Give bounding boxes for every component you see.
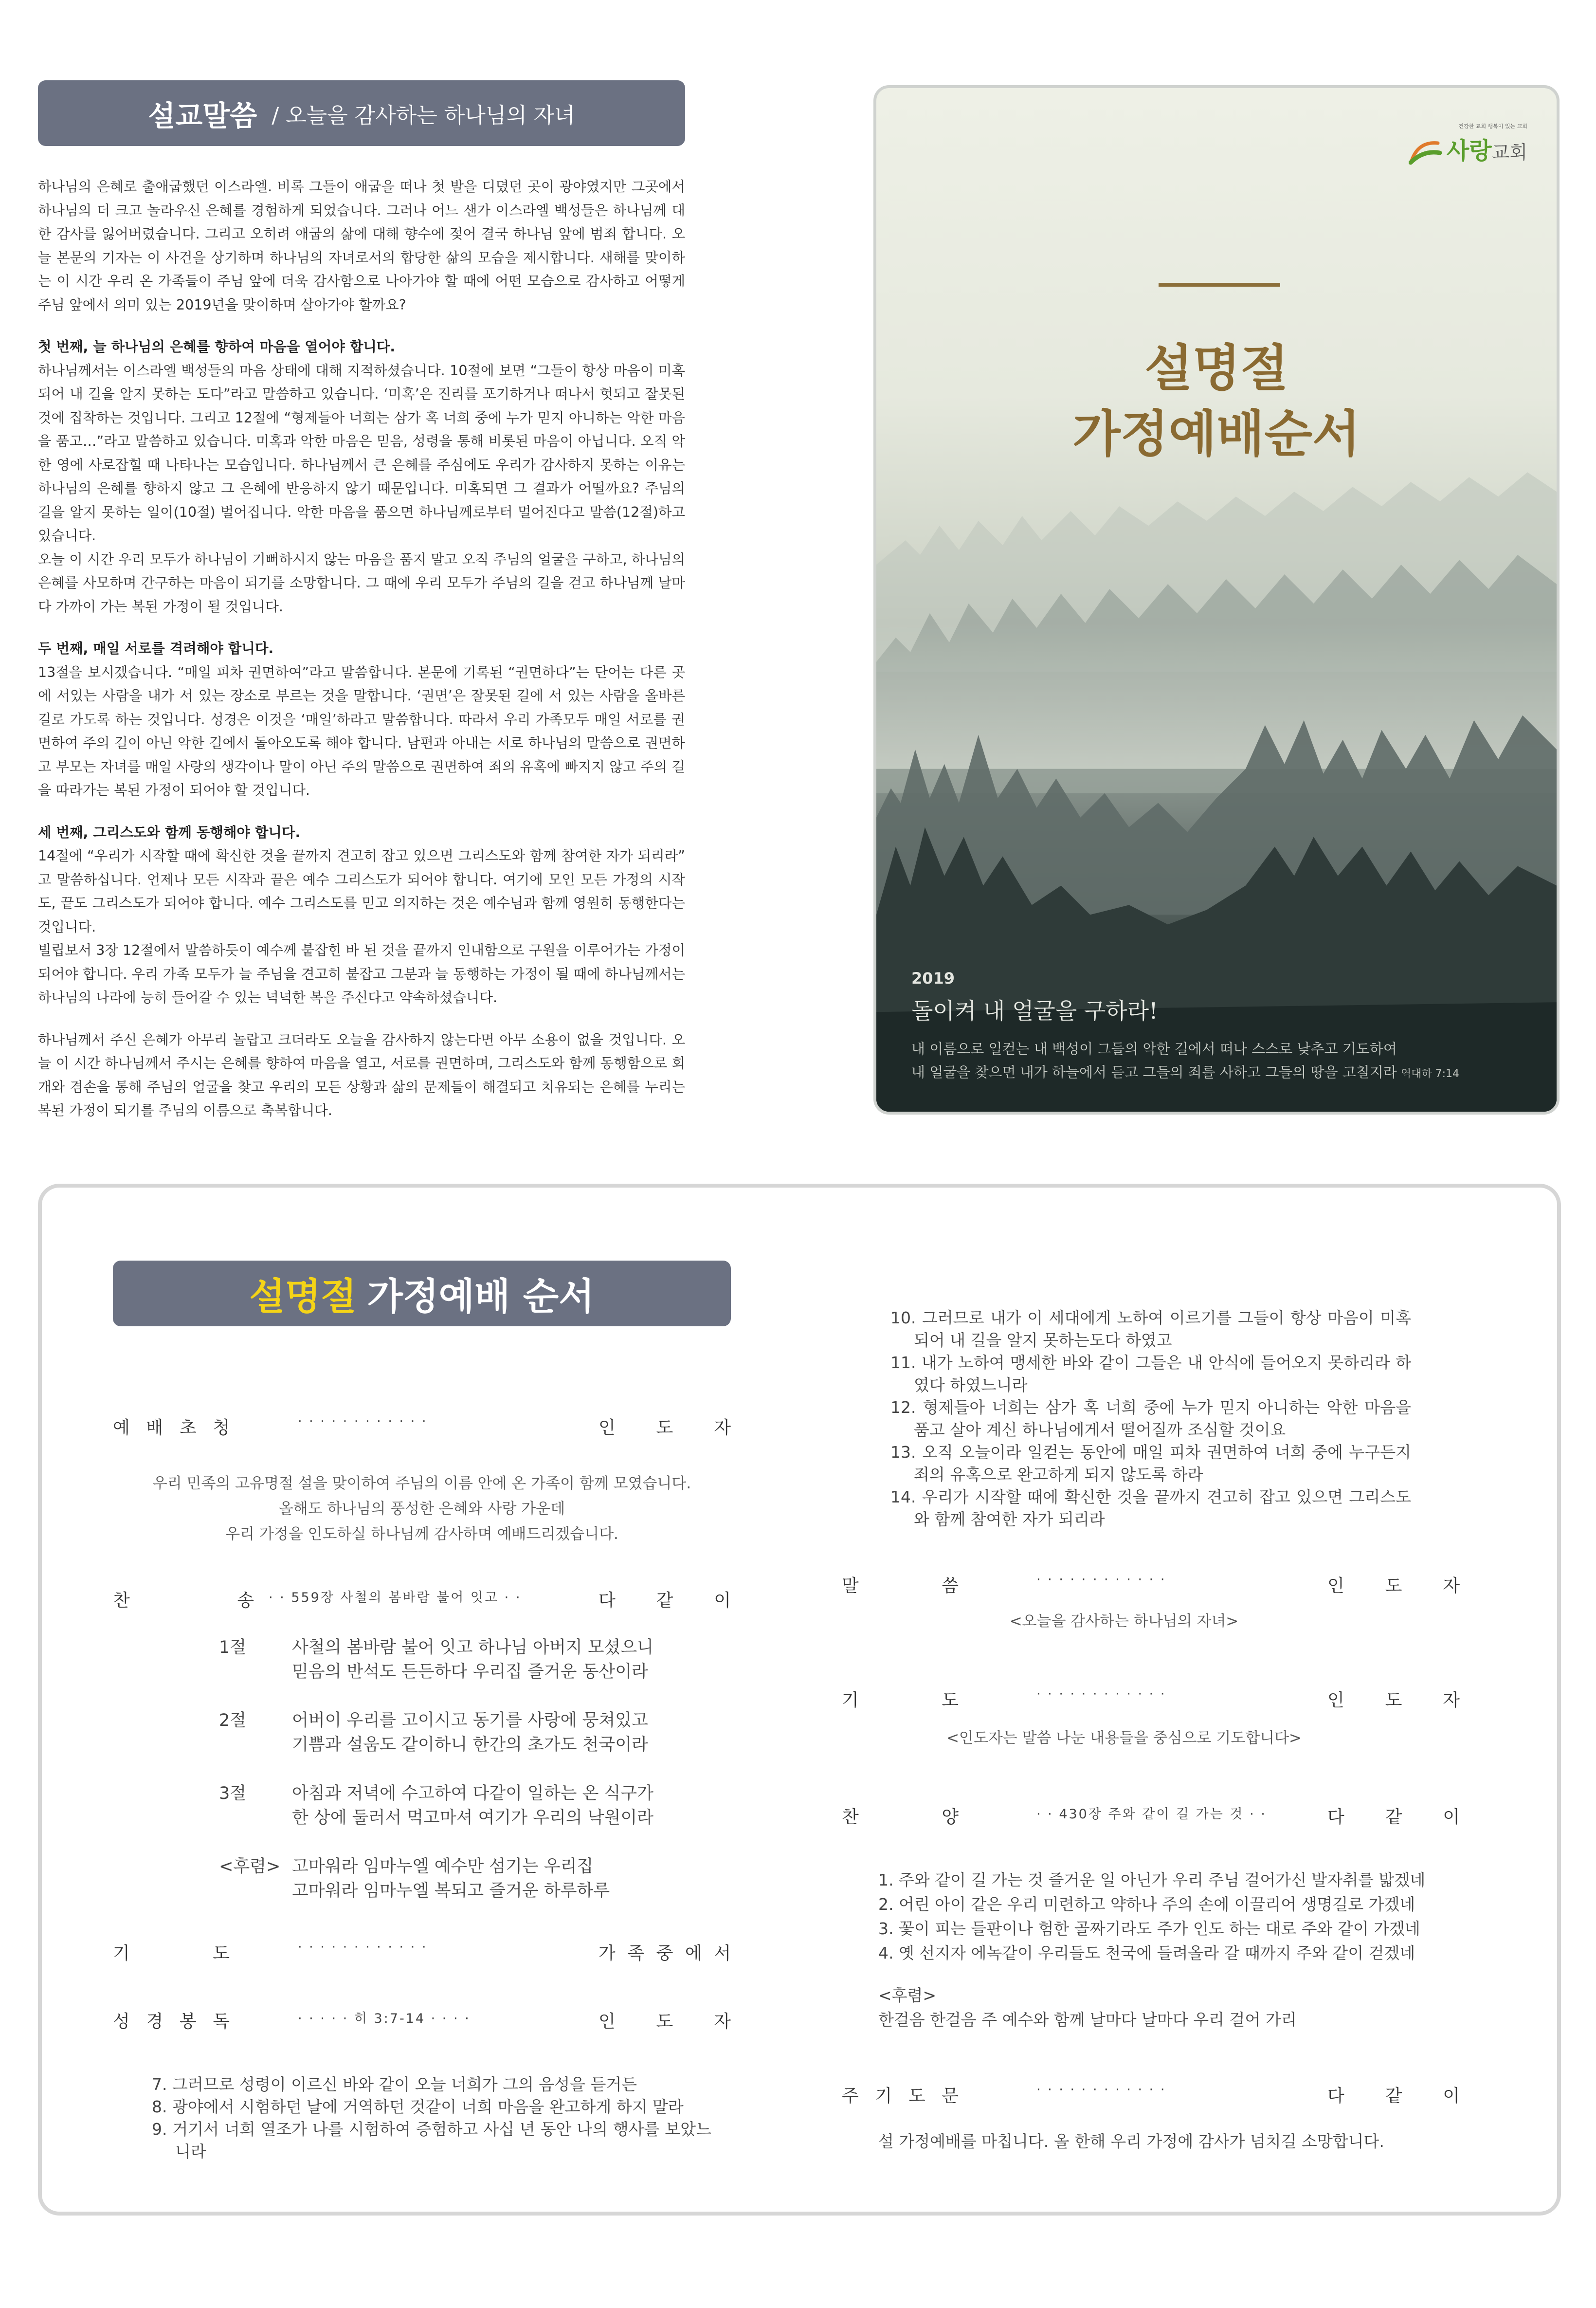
cover-year: 2019 xyxy=(911,969,955,988)
church-logo-name: 사랑교회 xyxy=(1446,137,1527,165)
praise-refrain-text: 한걸음 한걸음 주 예수와 함께 날마다 날마다 우리 걸어 가리 xyxy=(878,2010,1297,2029)
order-row-label: 말 씀 xyxy=(842,1576,959,1596)
order-row-leader: 다 같 이 xyxy=(598,1591,731,1611)
call-to-worship-text: 우리 민족의 고유명절 설을 맞이하여 주님의 이름 안에 온 가족이 함께 모였습니다. 올해도 하나님의 풍성한 은혜와 사랑 가운데 우리 가정을 인도하실 하나님께 감사하며 예배드리겠습니다. xyxy=(152,1475,691,1543)
hymn-verse: 1절 사철의 봄바람 불어 잇고 하나님 아버지 모셨으니 믿음의 반석도 든든하다 우리집 즐거운 동산이라 xyxy=(219,1638,653,1682)
sermon-point-3-body: 14절에 “우리가 시작할 때에 확신한 것을 끝까지 견고히 잡고 있으면 그리스도와 함께 참여한 자가 되리라” 고 말씀하십니다. 언제나 모든 시작과 끝은 예수 그리스도가 되어야 합니다. 여기에 모인 모든 가정의 시작도, 끝도 그리스도가 되어야 합니다. 예수 그리스도를 믿고 의지하는 것은 예수님과 함께 영원히 동행한다는 것입니다. xyxy=(38,848,685,935)
order-row-label: 찬 송 xyxy=(113,1591,254,1611)
hymn-refrain: <후렴> 고마워라 임마누엘 예수만 섬기는 우리집 고마워라 임마누엘 복되고 즐거운 하루하루 xyxy=(219,1857,610,1901)
praise-refrain-label: <후렴> xyxy=(878,1986,937,2005)
order-row-call-to-worship xyxy=(113,1414,731,1443)
sermon-body xyxy=(38,175,685,1123)
order-banner-title: 가정예배 순서 xyxy=(367,1275,595,1318)
scripture-verse: 7. 그러므로 성령이 이르신 바와 같이 오늘 너희가 그의 음성을 듣거든 xyxy=(152,2075,637,2094)
order-row-prayer xyxy=(113,1940,731,1969)
cover-title-line-2: 가정예배순서 xyxy=(1072,405,1360,463)
praise-verse: 2. 어린 아이 같은 우리 미련하고 약하나 주의 손에 이끌리어 생명길로 가겠네 xyxy=(878,1895,1415,1914)
scripture-verse: 13. 오직 오늘이라 일컫는 동안에 매일 피차 권면하여 너희 중에 누구든지 죄의 유혹으로 완고하게 되지 않도록 하라 xyxy=(890,1443,1411,1484)
order-row-prayer-2 xyxy=(842,1686,1460,1716)
sermon-point-1-body-2: 오늘 이 시간 우리 모두가 하나님이 기뻐하시지 않는 마음을 품지 말고 오직 주님의 얼굴을 구하고, 하나님의 은혜를 사모하며 간구하는 마음이 되기를 소망합니다. 그 때에 우리 모두가 주님의 길을 걷고 하나님께 날마다 가까이 가는 복된 가정이 될 것입니다. xyxy=(38,551,685,615)
sermon-banner-title: 설교말씀 xyxy=(148,99,257,132)
sermon-point-2-body: 13절을 보시겠습니다. “매일 피차 권면하여”라고 말씀합니다. 본문에 기록된 “권면하다”는 단어는 다른 곳에 서있는 사람을 내가 서 있는 장소로 부르는 것을 말합니다. ‘권면’은 잘못된 길에 서 있는 사람을 올바른 길로 가도록 하는 것입니다. 성경은 이것을 ‘매일’하라고 말씀합니다. 따라서 우리 가족모두 매일 서로를 권면하여 주의 길이 아닌 악한 길에서 돌아오도록 해야 합니다. 남편과 아내는 서로 하나님의 말씀으로 권면하고 부모는 자녀를 매일 사랑의 생각이나 말이 아닌 주의 말씀으로 권면하여 죄의 유혹에 빠지지 않고 주의 길을 따라가는 복된 가정이 되어야 할 것입니다. xyxy=(38,664,685,798)
sermon-point-1-body: 하나님께서는 이스라엘 백성들의 마음 상태에 대해 지적하셨습니다. 10절에 보면 “그들이 항상 마음이 미혹되어 내 길을 알지 못하는 도다”라고 말씀하고 있습니다. ‘미혹’은 진리를 포기하거나 떠나서 헛되고 잘못된 것에 집착하는 것입니다. 그리고 12절에 “형제들아 너희는 삼가 혹 너희 중에 누가 믿지 아니하는 악한 마음을 품고…”라고 말씀하고 있습니다. 미혹과 악한 마음은 믿음, 성령을 통해 비롯된 마음이 아닙니다. 오직 악한 영에 사로잡힐 때 나타나는 모습입니다. 하나님께서 큰 은혜를 주심에도 우리가 감사하지 못하는 이유는 하나님의 은혜를 향하지 않고 그 은혜에 반응하지 않기 때문입니다. 미혹되면 그 결과가 어떨까요? 주님의 길을 알지 못하는 일이(10절) 벌어집니다. 악한 마음을 품으면 하나님께로부터 멀어진다고 말씀(12절)하고 있습니다. xyxy=(38,362,685,544)
order-row-hymn-title: · · 559장 사철의 봄바람 불어 잇고 · · xyxy=(269,1590,522,1605)
sermon-point-3-body-2: 빌립보서 3장 12절에서 말씀하듯이 예수께 붙잡힌 바 된 것을 끝까지 인내함으로 구원을 이루어가는 가정이 되어야 합니다. 우리 가족 모두가 늘 주님을 견고히 붙잡고 그분과 늘 동행하는 가정이 될 때에 하나님께서는 하나님의 나라에 능히 들어갈 수 있는 넉넉한 복을 주신다고 약속하셨습니다. xyxy=(38,942,685,1006)
cover-title-line-1: 설명절 xyxy=(1144,339,1288,398)
scripture-verse: 8. 광야에서 시험하던 날에 거역하던 것같이 너희 마음을 완고하게 하지 말라 xyxy=(152,2097,684,2116)
scripture-verse: 12. 형제들아 너희는 삼가 혹 너희 중에 누가 믿지 아니하는 악한 마음을 품고 살아 계신 하나님에게서 떨어질까 조심할 것이요 xyxy=(890,1398,1411,1439)
order-row-dots: · · · · · · · · · · · · xyxy=(298,1940,428,1955)
order-row-hymn xyxy=(113,1587,731,1616)
order-row-leader: 다 같 이 xyxy=(1327,1807,1460,1827)
order-row-label: 성 경 봉 독 xyxy=(113,2012,230,2032)
order-row-sermon xyxy=(842,1572,1460,1601)
scripture-verses-left xyxy=(152,2073,711,2163)
sermon-title-text: <오늘을 감사하는 하나님의 자녀> xyxy=(1009,1612,1239,1630)
misty-forest-illustration xyxy=(876,88,1557,1112)
closing-text: 설 가정예배를 마칩니다. 올 한해 우리 가정에 감사가 넘치길 소망합니다. xyxy=(878,2132,1384,2151)
scripture-verse: 14. 우리가 시작할 때에 확신한 것을 끝까지 견고히 잡고 있으면 그리스도와 함께 참여한 자가 되리라 xyxy=(890,1487,1411,1529)
sermon-banner-subtitle: / 오늘을 감사하는 하나님의 자녀 xyxy=(272,103,575,128)
scripture-verse: 9. 거기서 너희 열조가 나를 시험하여 증험하고 사십 년 동안 나의 행사를 보았느니라 xyxy=(152,2120,711,2161)
prayer-instruction-text: <인도자는 말씀 나눈 내용들을 중심으로 기도합니다> xyxy=(946,1729,1302,1747)
order-row-label: 주 기 도 문 xyxy=(842,2086,959,2106)
hymn-verse: 3절 아침과 저녁에 수고하여 다같이 일하는 온 식구가 한 상에 둘러서 먹고마셔 여기가 우리의 낙원이라 xyxy=(219,1784,653,1828)
order-row-leader: 인 도 자 xyxy=(1327,1690,1460,1710)
sermon-banner xyxy=(38,80,685,146)
praise-verses xyxy=(878,1868,1425,1965)
scripture-verse: 11. 내가 노하여 맹세한 바와 같이 그들은 내 안식에 들어오지 못하리라 하였다 하였느니라 xyxy=(890,1353,1411,1394)
order-row-label: 기 도 xyxy=(842,1690,959,1710)
cover-verse-reference: 역대하 7:14 xyxy=(1400,1068,1460,1080)
sermon-closing: 하나님께서 주신 은혜가 아무리 놀랍고 크더라도 오늘을 감사하지 않는다면 아무 소용이 없을 것입니다. 오늘 이 시간 하나님께서 주시는 은혜를 향하여 마음을 열고, 서로를 권면하며, 그리스도와 함께 동행함으로 회개와 겸손을 통해 주님의 얼굴을 찾고 우리의 모든 상황과 삶의 문제들이 해결되고 치유되는 은혜를 누리는 복된 가정이 되기를 주님의 이름으로 축복합니다. xyxy=(38,1031,685,1118)
cover-title-rule xyxy=(1159,283,1280,287)
order-row-dots: · · · · · · · · · · · · xyxy=(1036,1686,1166,1702)
order-row-leader: 다 같 이 xyxy=(1327,2086,1460,2106)
order-row-label: 기 도 xyxy=(113,1943,230,1963)
church-logo xyxy=(1409,122,1527,165)
order-row-leader: 인 도 자 xyxy=(1327,1576,1460,1596)
praise-refrain xyxy=(878,1983,1296,2032)
scripture-verses-right xyxy=(890,1307,1411,1531)
sermon-point-2-heading: 두 번째, 매일 서로를 격려해야 합니다. xyxy=(38,641,274,657)
cover-verse xyxy=(911,1037,1459,1086)
order-row-lords-prayer xyxy=(842,2082,1460,2111)
order-row-label: 예 배 초 청 xyxy=(113,1418,230,1438)
praise-verse: 1. 주와 같이 길 가는 것 즐거운 일 아닌가 우리 주님 걸어가신 발자취를 밟겠네 xyxy=(878,1870,1426,1889)
order-row-label: 찬 양 xyxy=(842,1807,959,1827)
order-row-leader: 인 도 자 xyxy=(598,1418,731,1438)
order-row-dots: · · · · · · · · · · · · xyxy=(298,1414,428,1429)
cover-verse-line-1: 내 이름으로 일컫는 내 백성이 그들의 악한 길에서 떠나 스스로 낮추고 기도하여 xyxy=(911,1041,1397,1057)
praise-verse: 3. 꽃이 피는 들판이나 험한 골짜기라도 주가 인도 하는 대로 주와 같이 가겠네 xyxy=(878,1919,1420,1938)
sermon-point-1-heading: 첫 번째, 늘 하나님의 은혜를 향하여 마음을 열어야 합니다. xyxy=(38,339,396,355)
cover-verse-line-2: 내 얼굴을 찾으면 내가 하늘에서 듣고 그들의 죄를 사하고 그들의 땅을 고칠지라 xyxy=(911,1064,1397,1081)
cover-theme: 돌이켜 내 얼굴을 구하라! xyxy=(911,998,1158,1024)
order-row-dots: · · · · · · · · · · · · xyxy=(1036,1572,1166,1587)
sermon-point-3-heading: 세 번째, 그리스도와 함께 동행해야 합니다. xyxy=(38,824,301,841)
praise-verse: 4. 옛 선지자 에녹같이 우리들도 천국에 들려올라 갈 때까지 주와 같이 걷겠네 xyxy=(878,1943,1415,1962)
order-banner-highlight: 설명절 xyxy=(249,1275,357,1318)
sermon-intro: 하나님의 은혜로 출애굽했던 이스라엘. 비록 그들이 애굽을 떠나 첫 발을 디뎠던 곳이 광야였지만 그곳에서 하나님의 더 크고 놀라우신 은혜를 경험하게 되었습니다. 그러나 어느 샌가 이스라엘 백성들은 하나님께 대한 감사를 잃어버렸습니다. 그리고 오히려 애굽의 삶에 대해 향수에 젖어 결국 하나님 앞에 범죄 합니다. 오늘 본문의 기자는 이 사건을 상기하며 하나님의 자녀로서의 합당한 삶의 모습을 제시합니다. 새해를 맞이하는 이 시간 우리 온 가족들이 주님 앞에 더욱 감사함으로 나아가야 할 때에 어떤 모습으로 감사하고 어떻게 주님 앞에서 의미 있는 2019년을 맞이하며 살아가야 할까요? xyxy=(38,179,685,313)
church-logo-icon xyxy=(1409,136,1443,165)
order-banner xyxy=(113,1261,731,1326)
cover-panel xyxy=(873,85,1560,1115)
order-row-scripture-ref: · · · · · 히 3:7-14 · · · · xyxy=(298,2011,471,2026)
scripture-verse: 10. 그러므로 내가 이 세대에게 노하여 이르기를 그들이 항상 마음이 미혹되어 내 길을 알지 못하는도다 하였고 xyxy=(890,1308,1411,1350)
order-row-praise xyxy=(842,1803,1460,1832)
order-row-praise-title: · · 430장 주와 같이 길 가는 것 · · xyxy=(1036,1807,1267,1822)
order-row-scripture xyxy=(113,2008,731,2037)
hymn-verse: 2절 어버이 우리를 고이시고 동기를 사랑에 뭉쳐있고 기쁨과 설움도 같이하니 한간의 초가도 천국이라 xyxy=(219,1711,648,1755)
order-row-dots: · · · · · · · · · · · · xyxy=(1036,2082,1166,2097)
church-logo-tagline: 건강한 교회 행복이 있는 교회 xyxy=(1458,123,1527,129)
order-row-leader: 가 족 중 에 서 xyxy=(598,1943,731,1963)
order-row-leader: 인 도 자 xyxy=(598,2012,731,2032)
